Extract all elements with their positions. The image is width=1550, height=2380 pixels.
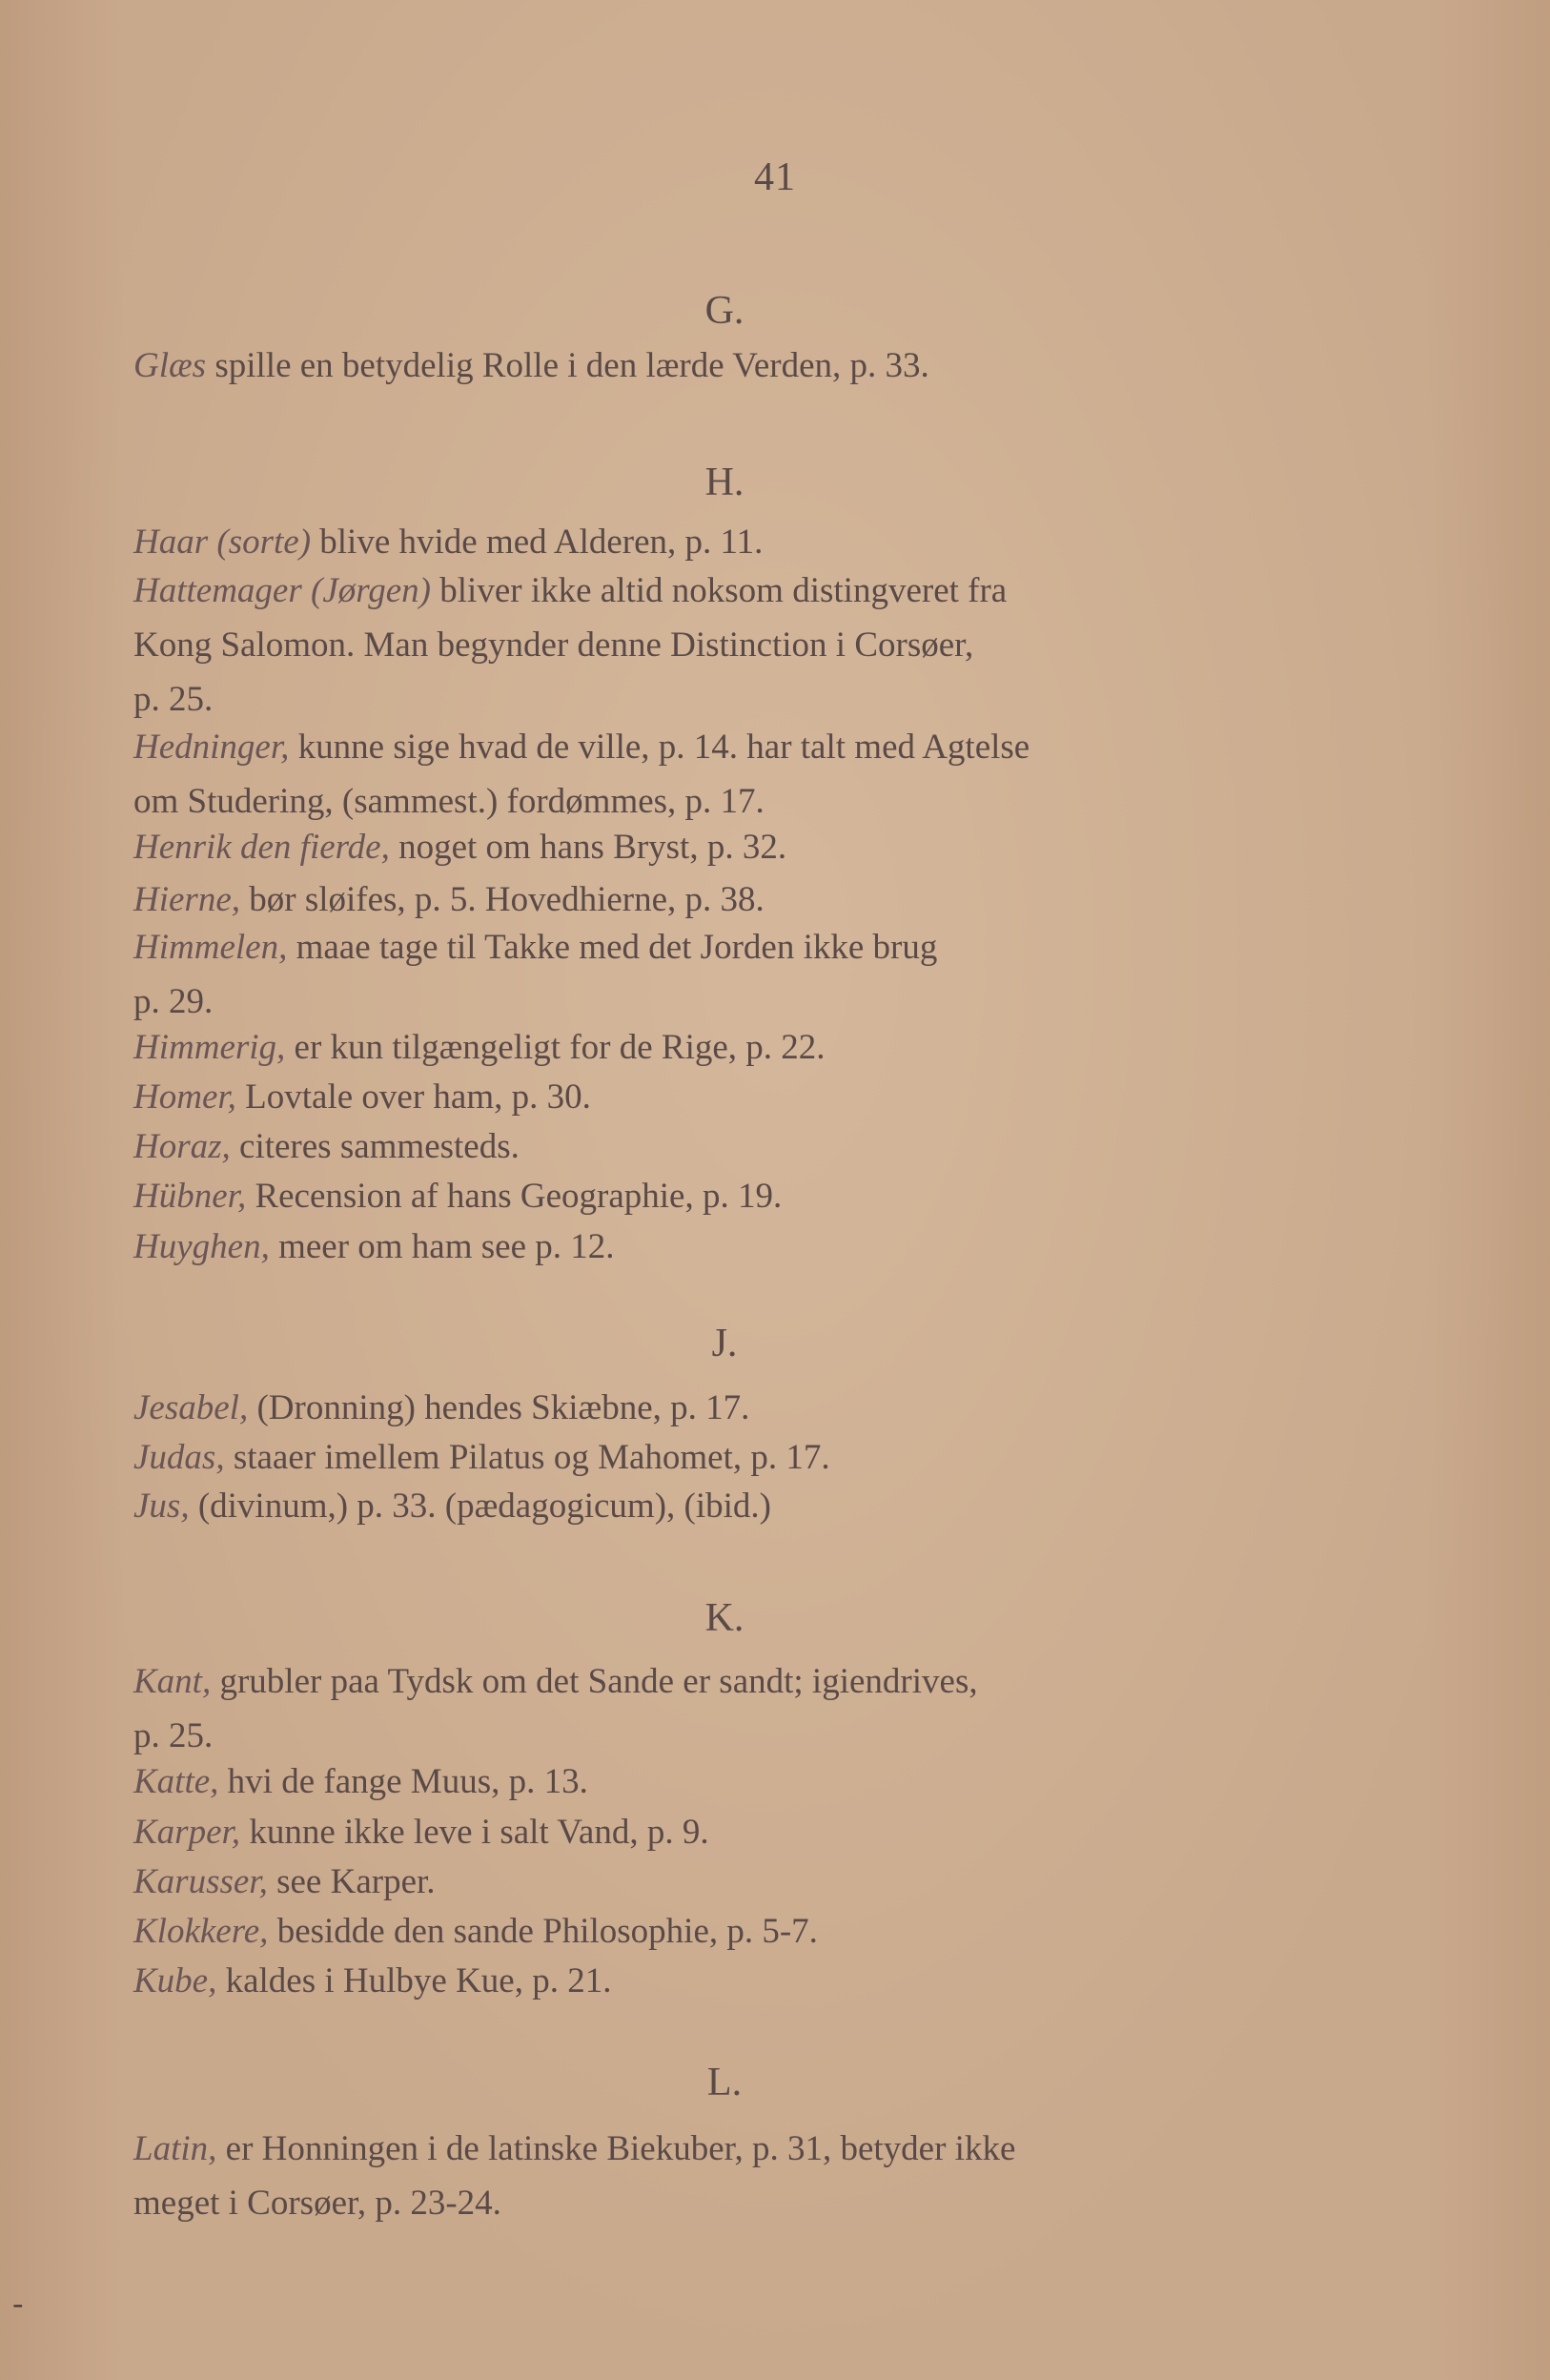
entry-term: Klokkere, [133, 1912, 269, 1951]
entry-term: Katte, [133, 1762, 219, 1801]
entry-term: Jesabel, [133, 1388, 249, 1427]
entry-text: bør sløifes, p. 5. Hovedhierne, p. 38. [240, 880, 765, 919]
index-entry [133, 339, 1354, 393]
entry-text: grubler paa Tydsk om det Sande er sandt; igiendrives, [211, 1662, 978, 1701]
entry-term: Karusser, [133, 1862, 268, 1901]
entry-term: Judas, [133, 1438, 225, 1477]
entry-text: blive hvide med Alderen, p. 11. [311, 523, 764, 562]
entry-text: maae tage til Takke med det Jorden ikke brug [287, 928, 938, 967]
entry-term: Kube, [133, 1961, 217, 2000]
entry-text: er Honningen i de latinske Biekuber, p. 31, betyder ikke [216, 2129, 1016, 2168]
entry-term: Huyghen, [133, 1227, 270, 1266]
index-entry [133, 1381, 1354, 1435]
entry-text: Lovtale over ham, p. 30. [235, 1077, 591, 1117]
section-heading-g: G. [704, 289, 744, 333]
index-entry [133, 1430, 1354, 1485]
entry-continuation: om Studering, (sammest.) fordømmes, p. 17. [133, 782, 765, 821]
entry-term: Hattemager (Jørgen) [133, 571, 432, 610]
margin-mark-icon: ╶ [6, 2292, 22, 2322]
entry-text: spille en betydelig Rolle i den lærde Verden, p. 33. [206, 346, 929, 385]
entry-term: Haar (sorte) [133, 523, 312, 562]
entry-term: Homer, [133, 1077, 236, 1117]
entry-term: Himmerig, [133, 1028, 286, 1067]
index-entry [133, 1220, 1354, 1274]
index-entry [133, 1479, 1354, 1533]
section-heading-h: H. [704, 461, 744, 504]
entry-term: Himmelen, [133, 928, 288, 967]
entry-text: see Karper. [267, 1862, 436, 1901]
index-entry [133, 1119, 1354, 1174]
entry-continuation: p. 29. [133, 982, 214, 1021]
entry-term: Hedninger, [133, 728, 290, 767]
entry-text: (divinum,) p. 33. (pædagogicum), (ibid.) [189, 1487, 771, 1526]
index-entry [133, 564, 1354, 727]
entry-text: er kun tilgængeligt for de Rige, p. 22. [285, 1028, 826, 1067]
index-entry [133, 1020, 1354, 1075]
index-entry [133, 820, 1354, 874]
entry-term: Henrik den fierde, [133, 828, 390, 867]
entry-text: (Dronning) hendes Skiæbne, p. 17. [248, 1388, 750, 1427]
section-heading-l: L. [706, 2061, 743, 2104]
index-entry [133, 1654, 1354, 1763]
index-entry [133, 920, 1354, 1029]
index-entry [133, 1754, 1354, 1809]
entry-text: besidde den sande Philosophie, p. 5-7. [268, 1912, 818, 1951]
entry-continuation: p. 25. [133, 1716, 214, 1755]
index-entry [133, 720, 1354, 829]
index-entry [133, 1855, 1354, 1909]
entry-term: Latin, [133, 2129, 217, 2168]
entry-continuation: p. 25. [133, 680, 214, 719]
entry-term: Karper, [133, 1813, 241, 1852]
index-entry [133, 2122, 1354, 2230]
entry-term: Hierne, [133, 880, 240, 919]
entry-text: Recension af hans Geographie, p. 19. [246, 1177, 783, 1216]
index-entry [133, 515, 1354, 569]
entry-term: Jus, [133, 1487, 190, 1526]
entry-text: kunne sige hvad de ville, p. 14. har talt med Agtelse [289, 728, 1030, 767]
entry-term: Kant, [133, 1662, 212, 1701]
entry-text: kaldes i Hulbye Kue, p. 21. [216, 1961, 612, 2000]
entry-continuation: meget i Corsøer, p. 23-24. [133, 2184, 501, 2223]
entry-text: meer om ham see p. 12. [269, 1227, 615, 1266]
entry-text: staaer imellem Pilatus og Mahomet, p. 17. [224, 1438, 830, 1477]
index-entry [133, 1954, 1354, 2008]
index-entry [133, 1070, 1354, 1124]
index-entry [133, 1805, 1354, 1859]
index-entry [133, 1169, 1354, 1223]
entry-text: bliver ikke altid noksom distingveret fra [431, 571, 1008, 610]
entry-term: Horaz, [133, 1127, 231, 1166]
section-heading-k: K. [704, 1596, 744, 1640]
section-heading-j: J. [711, 1322, 738, 1365]
entry-term: Hübner, [133, 1177, 247, 1216]
entry-text: noget om hans Bryst, p. 32. [389, 828, 787, 867]
entry-continuation: Kong Salomon. Man begynder denne Distinction i Corsøer, [133, 626, 974, 665]
entry-term: Glæs [133, 346, 207, 385]
index-entry [133, 872, 1354, 927]
entry-text: kunne ikke leve i salt Vand, p. 9. [240, 1813, 709, 1852]
entry-text: citeres sammesteds. [230, 1127, 520, 1166]
index-entry [133, 1904, 1354, 1959]
page-number: 41 [754, 155, 796, 199]
entry-text: hvi de fange Muus, p. 13. [218, 1762, 588, 1801]
